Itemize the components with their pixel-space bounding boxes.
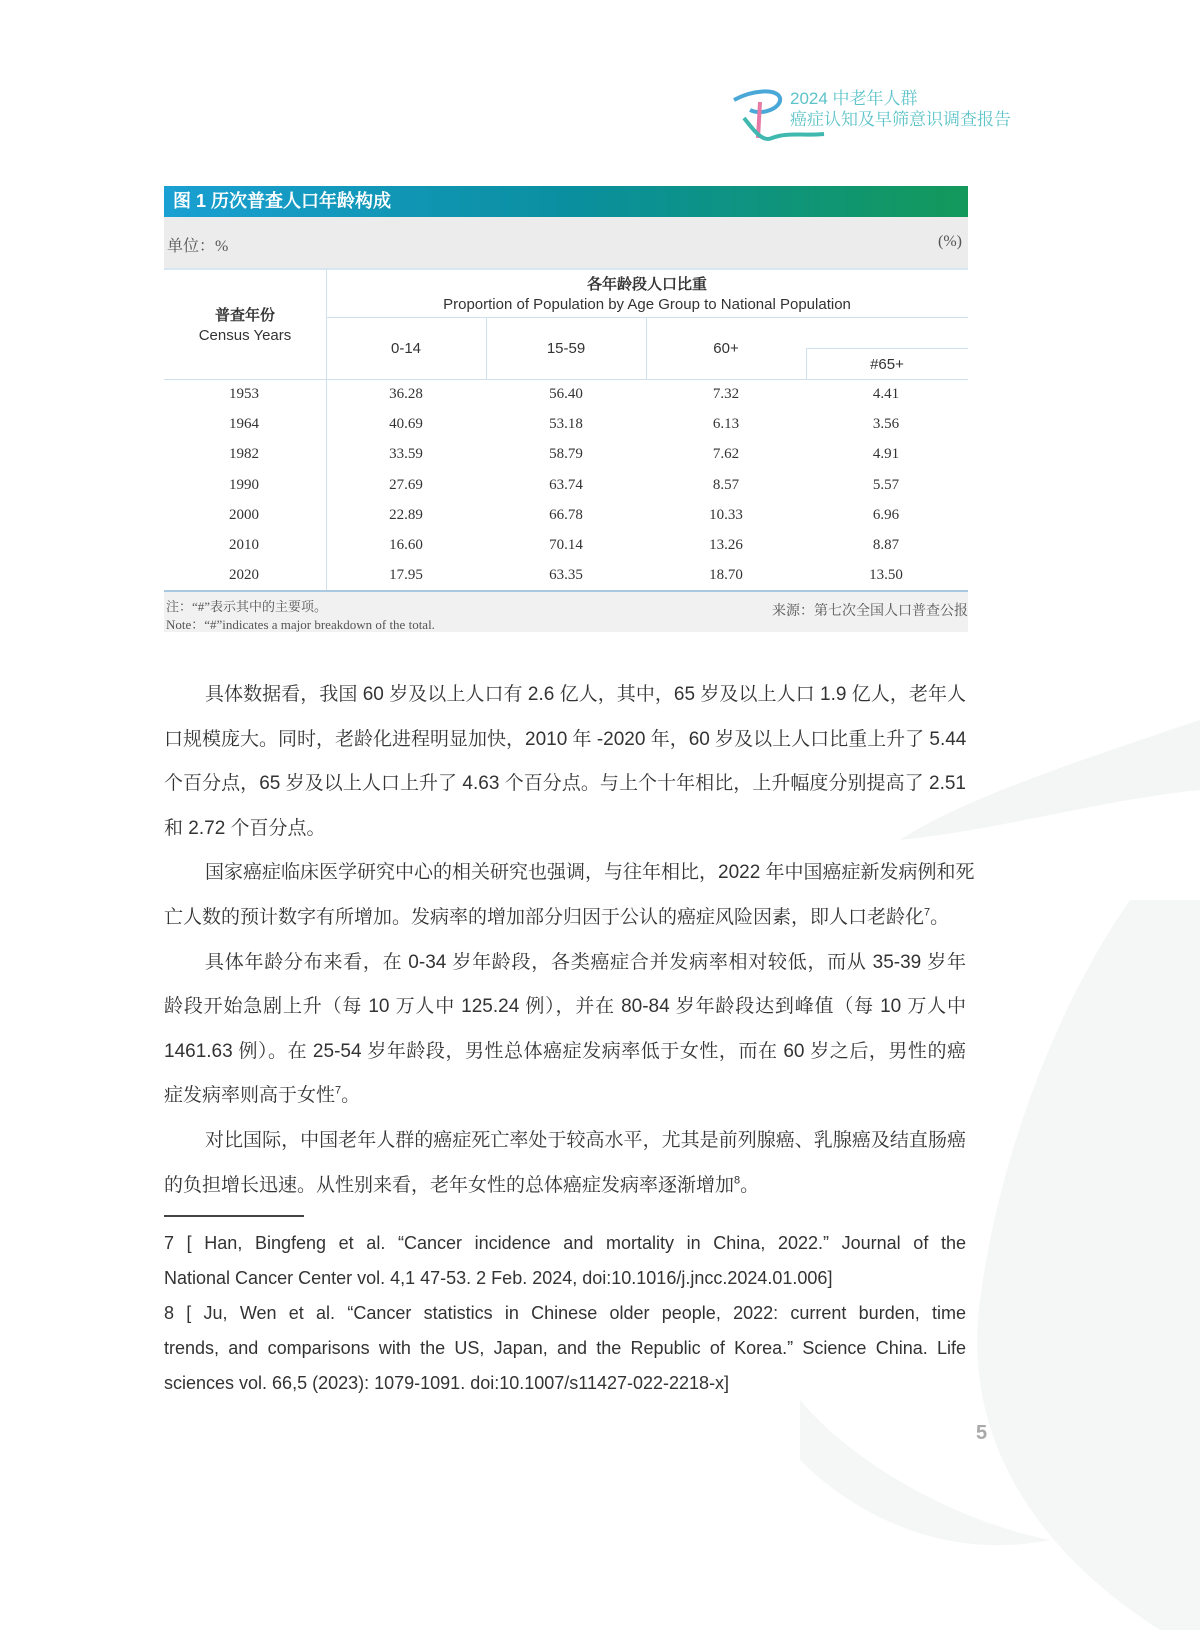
- table-cell: 4.41: [872, 386, 900, 402]
- text: 。: [740, 1174, 760, 1196]
- text: National Cancer Center vol. 4,1 47-53. 2 Feb. 2024, doi:10.1016/j.jncc.2024.01.006]: [164, 1268, 833, 1288]
- census-age-table: [164, 268, 968, 592]
- table-cell: 56.40: [549, 386, 583, 402]
- note-en: Note：“#”indicates a major breakdown of the total.: [166, 617, 435, 632]
- unit-label-right: (%): [938, 233, 962, 250]
- row-year: 2000: [229, 506, 259, 523]
- table-cell: 53.18: [549, 416, 583, 433]
- table-cell: 5.57: [872, 476, 900, 493]
- body-text: [164, 673, 975, 1208]
- table-cell: 58.79: [549, 446, 583, 463]
- table-cell: 6.96: [872, 506, 900, 523]
- group-header-en: Proportion of Population by Age Group to National Population: [443, 296, 851, 313]
- table-cell: 8.87: [872, 537, 900, 553]
- table-cell: 36.28: [389, 386, 423, 402]
- text-line: [164, 941, 966, 986]
- text: 。: [341, 1085, 361, 1107]
- text-line: [164, 807, 966, 852]
- table-cell: 13.50: [869, 567, 903, 584]
- text: 个百分点，65 岁及以上人口上升了 4.63 个百分点。与上个十年相比，上升幅度分别提高了 2.51: [164, 773, 966, 795]
- text-line: [164, 985, 966, 1030]
- table-cell: 4.91: [872, 446, 900, 463]
- text-line: [164, 1261, 966, 1296]
- text: trends, and comparisons with the US, Japan, and the Republic of Korea.” Science China. Life: [164, 1338, 966, 1358]
- text: 1461.63 例）。在 25-54 岁年龄段，男性总体癌症发病率低于女性，而在 60 岁之后，男性的癌: [164, 1040, 966, 1062]
- col-year-cn: 普查年份: [214, 307, 275, 324]
- footnote-divider: [164, 1215, 304, 1217]
- text-line: [164, 673, 966, 718]
- text: 具体数据看，我国 60 岁及以上人口有 2.6 亿人，其中，65 岁及以上人口 1.9 亿人，老年人: [205, 684, 966, 705]
- text: 症发病率则高于女性: [164, 1085, 336, 1107]
- table-cell: 18.70: [709, 567, 743, 584]
- table-cell: 8.57: [712, 476, 740, 493]
- table-cell: 70.14: [549, 537, 583, 553]
- text-line: [164, 1226, 966, 1261]
- text-line: [164, 1331, 966, 1366]
- row-year: 1953: [229, 386, 259, 402]
- group-header-cn: 各年龄段人口比重: [586, 276, 707, 293]
- table-cell: 6.13: [712, 416, 740, 433]
- text-line: [164, 1164, 966, 1209]
- table-cell: 7.62: [712, 446, 740, 463]
- table-cell: 63.35: [549, 567, 583, 584]
- figure-title: 图 1 历次普查人口年龄构成: [164, 186, 968, 217]
- table-cell: 17.95: [389, 567, 423, 584]
- table-cell: 22.89: [389, 506, 423, 523]
- col-0-14: 0-14: [390, 340, 422, 357]
- text-line: [164, 1074, 966, 1119]
- footnote-ref: 8: [734, 1174, 741, 1187]
- text: 龄段开始急剧上升（每 10 万人中 125.24 例），并在 80-84 岁年龄段达到峰值（每 10 万人中: [164, 996, 966, 1018]
- text-line: [164, 1366, 966, 1401]
- text: 7 [ Han, Bingfeng et al. “Cancer incidence and mortality in China, 2022.” Journal of the: [164, 1233, 966, 1253]
- col-year-en: Census Years: [198, 327, 292, 344]
- text: sciences vol. 66,5 (2023): 1079-1091. doi:10.1007/s11427-022-2218-x]: [164, 1373, 730, 1393]
- row-year: 1982: [229, 446, 259, 463]
- col-65-plus: #65+: [870, 356, 904, 373]
- row-year: 1964: [229, 416, 259, 433]
- table-cell: 66.78: [549, 506, 583, 523]
- text-line: [164, 1296, 966, 1331]
- text: 的负担增长迅速。从性别来看，老年女性的总体癌症发病率逐渐增加: [164, 1174, 735, 1196]
- row-year: 2020: [229, 567, 259, 584]
- text-line: [164, 896, 966, 941]
- col-60-plus: 60+: [713, 340, 739, 357]
- text-line: [164, 1030, 966, 1075]
- table-cell: 16.60: [389, 537, 423, 553]
- table-cell: 3.56: [872, 416, 900, 433]
- unit-row: [164, 217, 968, 268]
- table-cell: 10.33: [709, 506, 743, 523]
- text-line: [164, 718, 966, 763]
- source-note: 来源：第七次全国人口普查公报: [772, 602, 968, 618]
- table-cell: 63.74: [549, 476, 583, 493]
- text: 亡人数的预计数字有所增加。发病率的增加部分归因于公认的癌症风险因素，即人口老龄化: [164, 906, 925, 928]
- report-title-logo: [790, 88, 1011, 130]
- text-line: [164, 851, 975, 896]
- text: 口规模庞大。同时，老龄化进程明显加快，2010 年 -2020 年，60 岁及以上人口比重上升了 5.44: [164, 728, 967, 750]
- footnote-ref: 7: [335, 1085, 342, 1098]
- table-notes: [164, 592, 968, 632]
- table-cell: 13.26: [709, 537, 743, 553]
- table-cell: 33.59: [389, 446, 423, 463]
- text: 。: [930, 906, 950, 928]
- table-cell: 40.69: [389, 416, 423, 433]
- footnotes: [164, 1226, 966, 1401]
- logo-line-2: 癌症认知及早筛意识调查报告: [790, 110, 1011, 129]
- footnote-ref: 7: [924, 906, 931, 919]
- logo-line-1: 2024 中老年人群: [790, 89, 918, 108]
- row-year: 2010: [229, 537, 259, 553]
- table-cell: 27.69: [389, 476, 423, 493]
- text: 对比国际，中国老年人群的癌症死亡率处于较高水平，尤其是前列腺癌、乳腺癌及结直肠癌: [205, 1129, 966, 1151]
- text: 国家癌症临床医学研究中心的相关研究也强调，与往年相比，2022 年中国癌症新发病例和死: [205, 862, 975, 884]
- table-cell: 7.32: [712, 386, 740, 402]
- col-15-59: 15-59: [546, 340, 586, 357]
- note-cn: 注：“#”表示其中的主要项。: [166, 599, 328, 614]
- row-year: 1990: [229, 476, 259, 493]
- text-line: [164, 762, 966, 807]
- text-line: [164, 1119, 966, 1164]
- text: 8 [ Ju, Wen et al. “Cancer statistics in Chinese older people, 2022: current burden, time: [164, 1303, 966, 1323]
- text: 和 2.72 个百分点。: [164, 817, 326, 839]
- text: 具体年龄分布来看，在 0-34 岁年龄段，各类癌症合并发病率相对较低，而从 35-39 岁年: [205, 951, 966, 973]
- unit-label: 单位：%: [167, 238, 229, 255]
- page-number: 5: [976, 1422, 988, 1444]
